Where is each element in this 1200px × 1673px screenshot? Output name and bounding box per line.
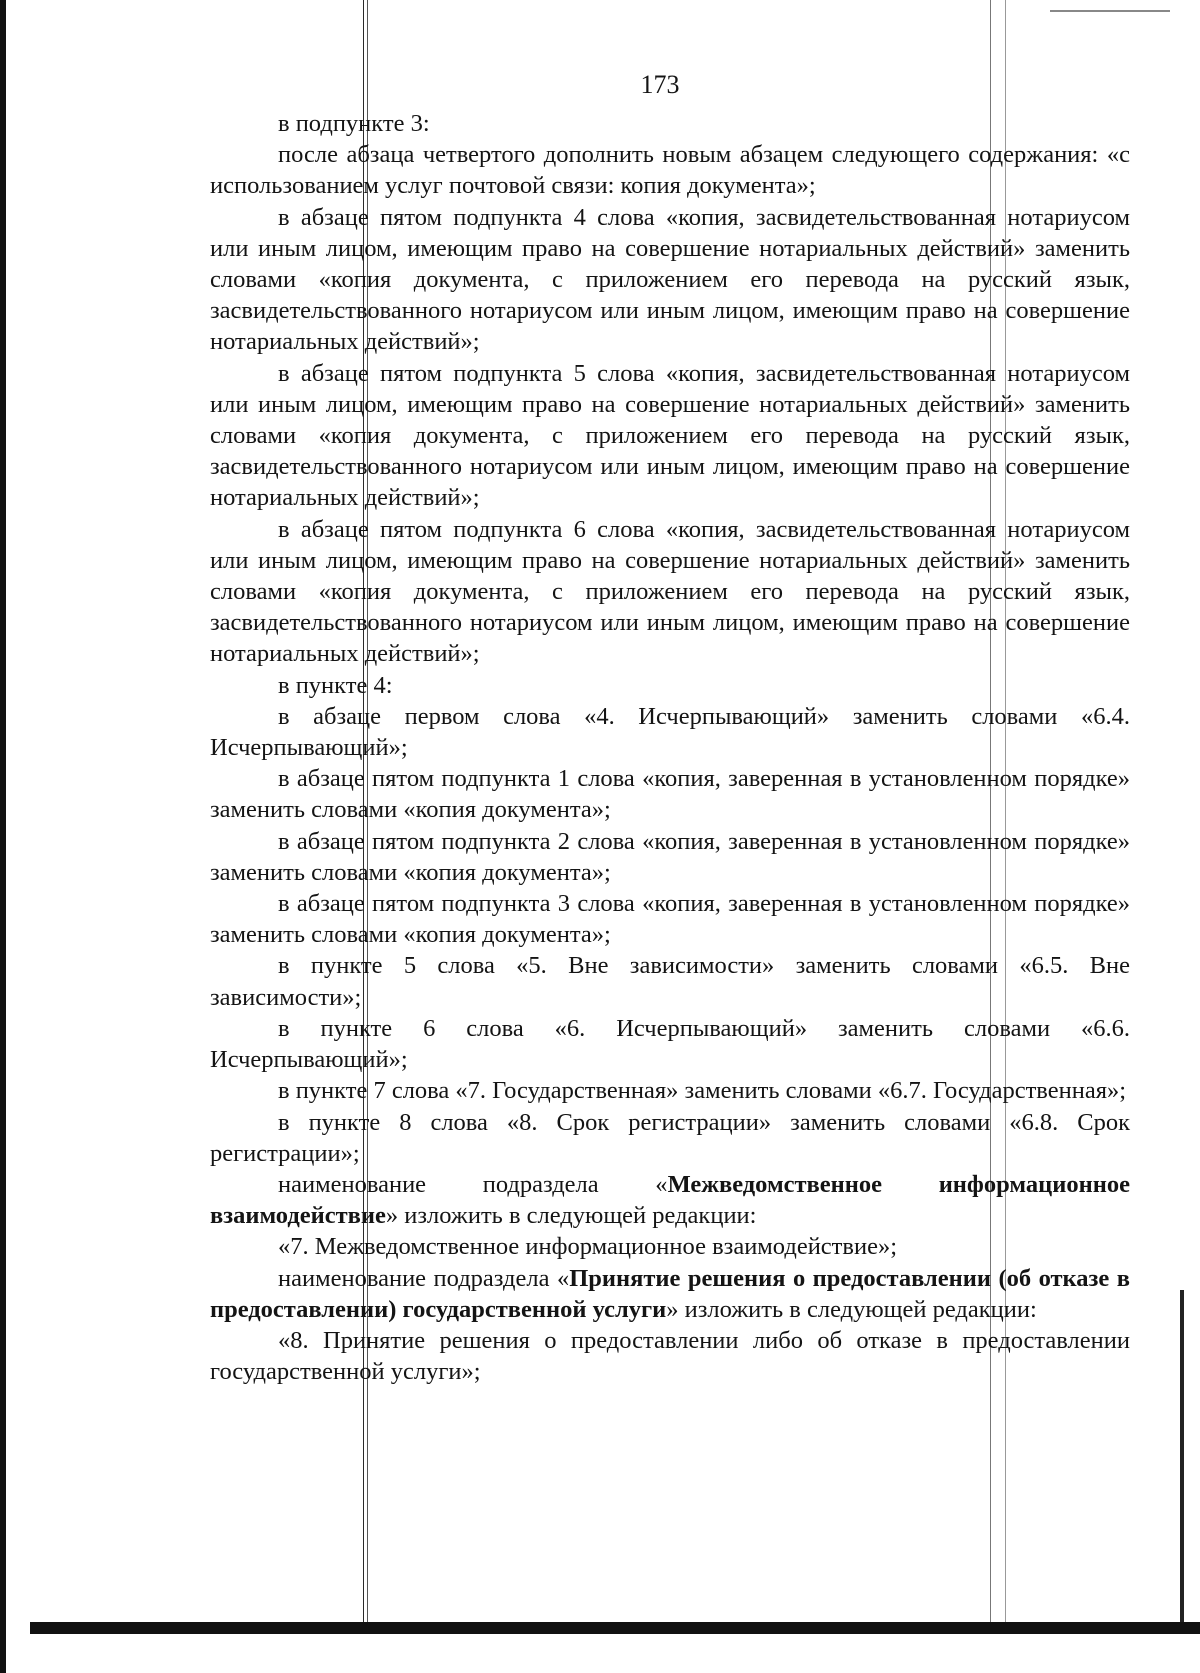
- paragraph: «7. Межведомственное информационное взаимодействие»;: [278, 1233, 897, 1261]
- scan-bottom-edge: [30, 1622, 1200, 1634]
- paragraph: в пункте 7 слова «7. Государственная» заменить словами «6.7. Государственная»;: [278, 1077, 1127, 1105]
- text-run: » изложить в следующей редакции:: [666, 1295, 1037, 1323]
- paragraph: в абзаце первом слова «4. Исчерпывающий» заменить словами «6.4. Исчерпывающий»;: [210, 702, 1130, 762]
- paragraph: в абзаце пятом подпункта 1 слова «копия, заверенная в установленном порядке» заменить словами «копия документа»;: [210, 765, 1130, 824]
- scan-artifact: [1050, 10, 1170, 12]
- paragraph: после абзаца четвертого дополнить новым абзацем следующего содержания: «с использованием услуг почтовой связи: копия документа»;: [210, 141, 1130, 200]
- paragraph: в абзаце пятом подпункта 5 слова «копия, засвидетельствованная нотариусом или иным лицом, имеющим право на совершение нотариальных действий» заменить словами «копия документа, с приложением его перевода на русский язык, засвидетельствованного нотариусом или иным лицом, имеющим право на совершение нотариальных действий»;: [210, 359, 1130, 512]
- bold-heading: Межведомственное информационное взаимодействие: [210, 1170, 1130, 1230]
- text-run: наименование подраздела «: [278, 1170, 668, 1198]
- paragraph: в абзаце пятом подпункта 3 слова «копия, заверенная в установленном порядке» заменить словами «копия документа»;: [210, 890, 1130, 949]
- paragraph: в пункте 5 слова «5. Вне зависимости» заменить словами «6.5. Вне зависимости»;: [210, 952, 1130, 1011]
- paragraph: «8. Принятие решения о предоставлении либо об отказе в предоставлении государственной услуги»;: [210, 1326, 1130, 1386]
- scan-right-edge: [1180, 1290, 1184, 1630]
- paragraph: в подпункте 3:: [278, 110, 430, 137]
- text-run: наименование подраздела «: [278, 1264, 570, 1292]
- paragraph: в абзаце пятом подпункта 4 слова «копия, засвидетельствованная нотариусом или иным лицом, имеющим право на совершение нотариальных действий» заменить словами «копия документа, с приложением его перевода на русский язык, засвидетельствованного нотариусом или иным лицом, имеющим право на совершение нотариальных действий»;: [210, 203, 1130, 356]
- paragraph-subsection-heading-change: [210, 1263, 1130, 1325]
- page-number: 173: [640, 70, 680, 99]
- paragraph: в пункте 6 слова «6. Исчерпывающий» заменить словами «6.6. Исчерпывающий»;: [210, 1014, 1130, 1074]
- paragraph: в пункте 4:: [278, 671, 393, 699]
- bold-heading: Принятие решения о предоставлении (об отказе в предоставлении) государственной услуги: [210, 1264, 1130, 1323]
- paragraph: в пункте 8 слова «8. Срок регистрации» заменить словами «6.8. Срок регистрации»;: [210, 1108, 1130, 1167]
- document-body: [210, 108, 1130, 1387]
- scan-left-edge: [0, 0, 6, 1673]
- paragraph: в абзаце пятом подпункта 2 слова «копия, заверенная в установленном порядке» заменить словами «копия документа»;: [210, 827, 1130, 886]
- paragraph: в абзаце пятом подпункта 6 слова «копия, засвидетельствованная нотариусом или иным лицом, имеющим право на совершение нотариальных действий» заменить словами «копия документа, с приложением его перевода на русский язык, засвидетельствованного нотариусом или иным лицом, имеющим право на совершение нотариальных действий»;: [210, 515, 1130, 668]
- text-run: » изложить в следующей редакции:: [385, 1202, 757, 1230]
- paragraph-subsection-heading-change: [210, 1169, 1130, 1231]
